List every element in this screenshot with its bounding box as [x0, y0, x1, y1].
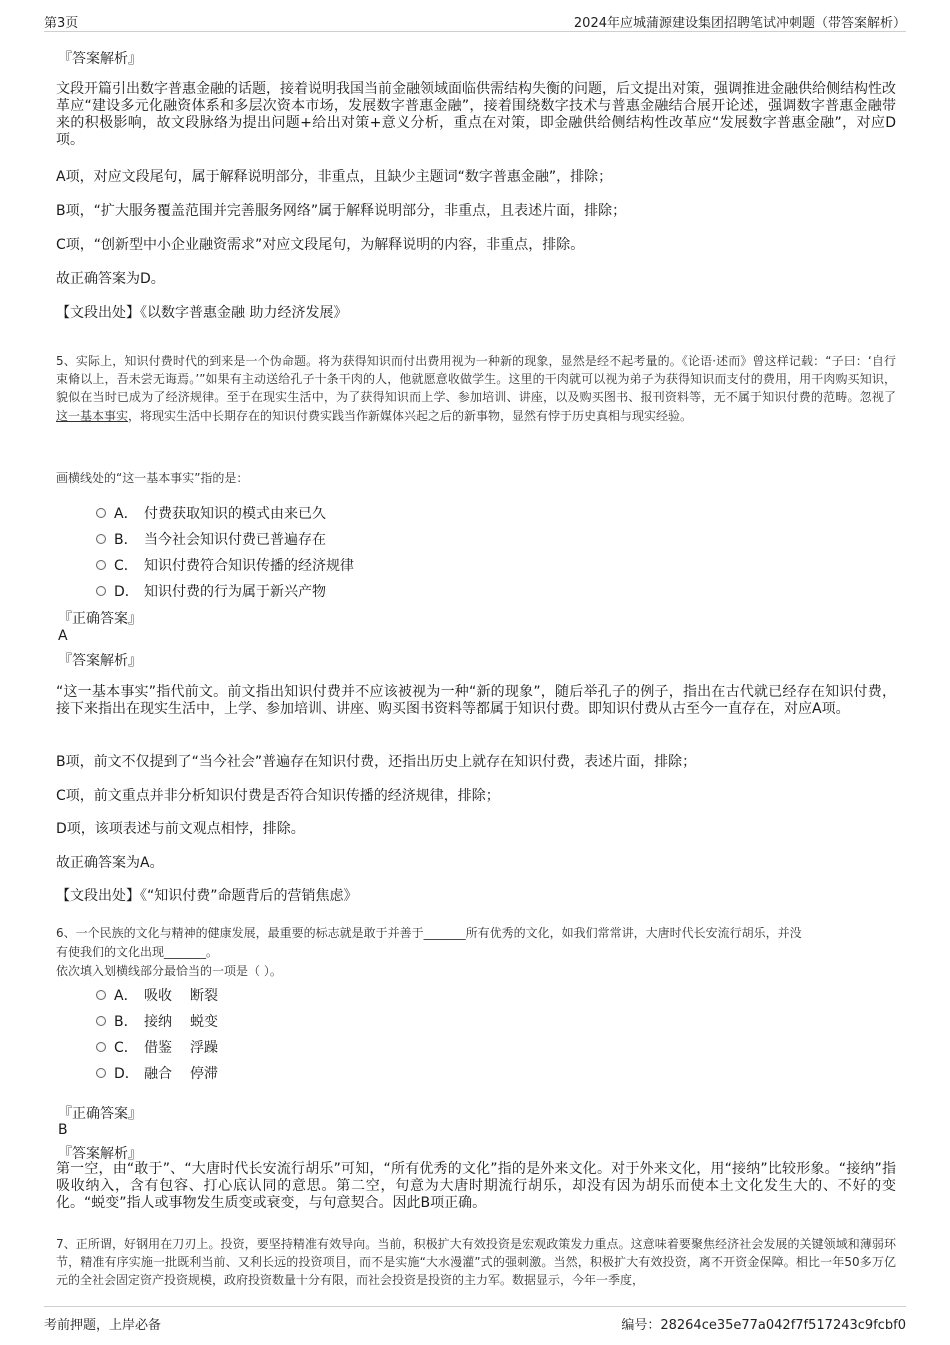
analysis-option-a: A项，对应文段尾句，属于解释说明部分，非重点，且缺少主题词“数字普惠金融”，排除； [56, 169, 613, 185]
serial-number: 28264ce35e77a042f7f517243c9fcbf0 [660, 1318, 906, 1333]
analysis-option-b: B项，前文不仅提到了“当今社会”普遍存在知识付费，还指出历史上就存在知识付费，表述片面，排除； [56, 754, 697, 770]
q5-option-b[interactable]: B． 当今社会知识付费已普遍存在 [96, 529, 326, 549]
q5-option-a[interactable]: A． 付费获取知识的模式由来已久 [96, 503, 326, 523]
analysis-option-b: B项，“扩大服务覆盖范围并完善服务网络”属于解释说明部分，非重点，且表述片面，排除； [56, 203, 627, 219]
q5-option-c[interactable]: C． 知识付费符合知识传播的经济规律 [96, 555, 354, 575]
q6-option-c[interactable]: C． 借鉴 浮躁 [96, 1037, 218, 1057]
analysis-label: 『答案解析』 [58, 653, 142, 669]
question-5-prompt: 画横线处的“这一基本事实”指的是： [56, 471, 249, 485]
source-citation: 【文段出处】《以数字普惠金融 助力经济发展》 [56, 305, 348, 321]
radio-icon[interactable] [96, 1016, 106, 1026]
question-6-line-1: 6、一个民族的文化与精神的健康发展，最重要的标志就是敢于并善于_______所有优秀的文化，如我们常常讲，大唐时代长安流行胡乐，并没 [56, 926, 802, 940]
question-5-text [56, 352, 896, 425]
correct-answer-label: 『正确答案』 [58, 611, 142, 627]
conclusion: 故正确答案为A。 [56, 855, 164, 871]
analysis-label: 『答案解析』 [58, 51, 142, 67]
question-6-prompt: 依次填入划横线部分最恰当的一项是（ ）。 [56, 964, 282, 978]
analysis-option-c: C项，“创新型中小企业融资需求”对应文段尾句，为解释说明的内容，非重点，排除。 [56, 237, 585, 253]
question-5-text-after: ，将现实生活中长期存在的知识付费实践当作新媒体兴起之后的新事物，显然有悖于历史真相与现实经验。 [128, 408, 693, 423]
radio-icon[interactable] [96, 586, 106, 596]
correct-answer: B [58, 1122, 68, 1138]
q6-option-a[interactable]: A． 吸收 断裂 [96, 985, 218, 1005]
analysis-option-d: D项，该项表述与前文观点相悖，排除。 [56, 821, 305, 837]
radio-icon[interactable] [96, 990, 106, 1000]
question-5-underlined: 这一基本事实 [56, 408, 129, 423]
footer-slogan: 考前押题，上岸必备 [44, 1318, 162, 1333]
footer-divider [44, 1306, 906, 1307]
q5-option-d[interactable]: D． 知识付费的行为属于新兴产物 [96, 581, 326, 601]
document-title: 2024年应城蒲源建设集团招聘笔试冲刺题（带答案解析） [573, 16, 906, 31]
analysis-paragraph: 文段开篇引出数字普惠金融的话题，接着说明我国当前金融领域面临供需结构失衡的问题，后文提出对策，强调推进金融供给侧结构性改革应“建设多元化融资体系和多层次资本市场，发展数字普惠金融”，接着围绕数字技术与普惠金融结合展开论述，强调数字普惠金融带来的积极影响，故文段脉络为提出问题+给出对策+意义分析，重点在对策，即金融供给侧结构性改革应“发展数字普惠金融”，对应D项。 [56, 81, 896, 148]
radio-icon[interactable] [96, 534, 106, 544]
question-6-line-2: 有使我们的文化出现_______。 [56, 945, 219, 959]
correct-answer-label: 『正确答案』 [58, 1106, 142, 1122]
analysis-option-c: C项，前文重点并非分析知识付费是否符合知识传播的经济规律，排除； [56, 788, 500, 804]
radio-icon[interactable] [96, 508, 106, 518]
conclusion: 故正确答案为D。 [56, 271, 165, 287]
question-5-text-before: 5、实际上，知识付费时代的到来是一个伪命题。将为获得知识而付出费用视为一种新的现象，显然是经不起考量的。《论语·述而》曾这样记载：“子曰：‘自行束脩以上，吾未尝无诲焉。’”如果有主动送给孔子十条干肉的人，他就愿意收做学生。这里的干肉就可以视为弟子为获得知识而支付的费用，用干肉购买知识，貌似在当时已成为了经济规律。至于在现实生活中，为了获得知识而上学、参加培训、讲座，以及购买图书、报刊资料等，无不属于知识付费的范畴。忽视了 [56, 354, 896, 405]
header-divider [44, 31, 906, 32]
analysis-label: 『答案解析』 [58, 1146, 142, 1162]
analysis-paragraph: 第一空，由“敢于”、“大唐时代长安流行胡乐”可知，“所有优秀的文化”指的是外来文化。对于外来文化，用“接纳”比较形象。“接纳”指吸收纳入，含有包容、打心底认同的意思。第二空，句意为大唐时期流行胡乐，却没有因为胡乐而使本土文化发生大的、不好的变化。“蜕变”指人或事物发生质变或衰变，与句意契合。因此B项正确。 [56, 1161, 896, 1211]
q6-option-d[interactable]: D． 融合 停滞 [96, 1063, 218, 1083]
q6-option-b[interactable]: B． 接纳 蜕变 [96, 1011, 218, 1031]
radio-icon[interactable] [96, 1068, 106, 1078]
serial-label: 编号： [621, 1318, 661, 1333]
page-number: 第3页 [44, 16, 79, 31]
radio-icon[interactable] [96, 560, 106, 570]
radio-icon[interactable] [96, 1042, 106, 1052]
analysis-paragraph: “这一基本事实”指代前文。前文指出知识付费并不应该被视为一种“新的现象”，随后举孔子的例子，指出在古代就已经存在知识付费，接下来指出在现实生活中，上学、参加培训、讲座、购买图书资料等都属于知识付费。即知识付费从古至今一直存在，对应A项。 [56, 684, 896, 717]
question-7-text: 7、正所谓，好钢用在刀刃上。投资，要坚持精准有效导向。当前，积极扩大有效投资是宏观政策发力重点。这意味着要聚焦经济社会发展的关键领域和薄弱环节，精准有序实施一批既利当前、又利长远的投资项目，而不是实施“大水漫灌”式的强刺激。当然，积极扩大有效投资，离不开资金保障。相比一年50多万亿元的全社会固定资产投资规模，政府投资数量十分有限，而社会投资是投资的主力军。数据显示，今年一季度， [56, 1237, 896, 1288]
correct-answer: A [58, 628, 68, 644]
document-serial [621, 1314, 906, 1333]
source-citation: 【文段出处】《“知识付费”命题背后的营销焦虑》 [56, 888, 358, 904]
